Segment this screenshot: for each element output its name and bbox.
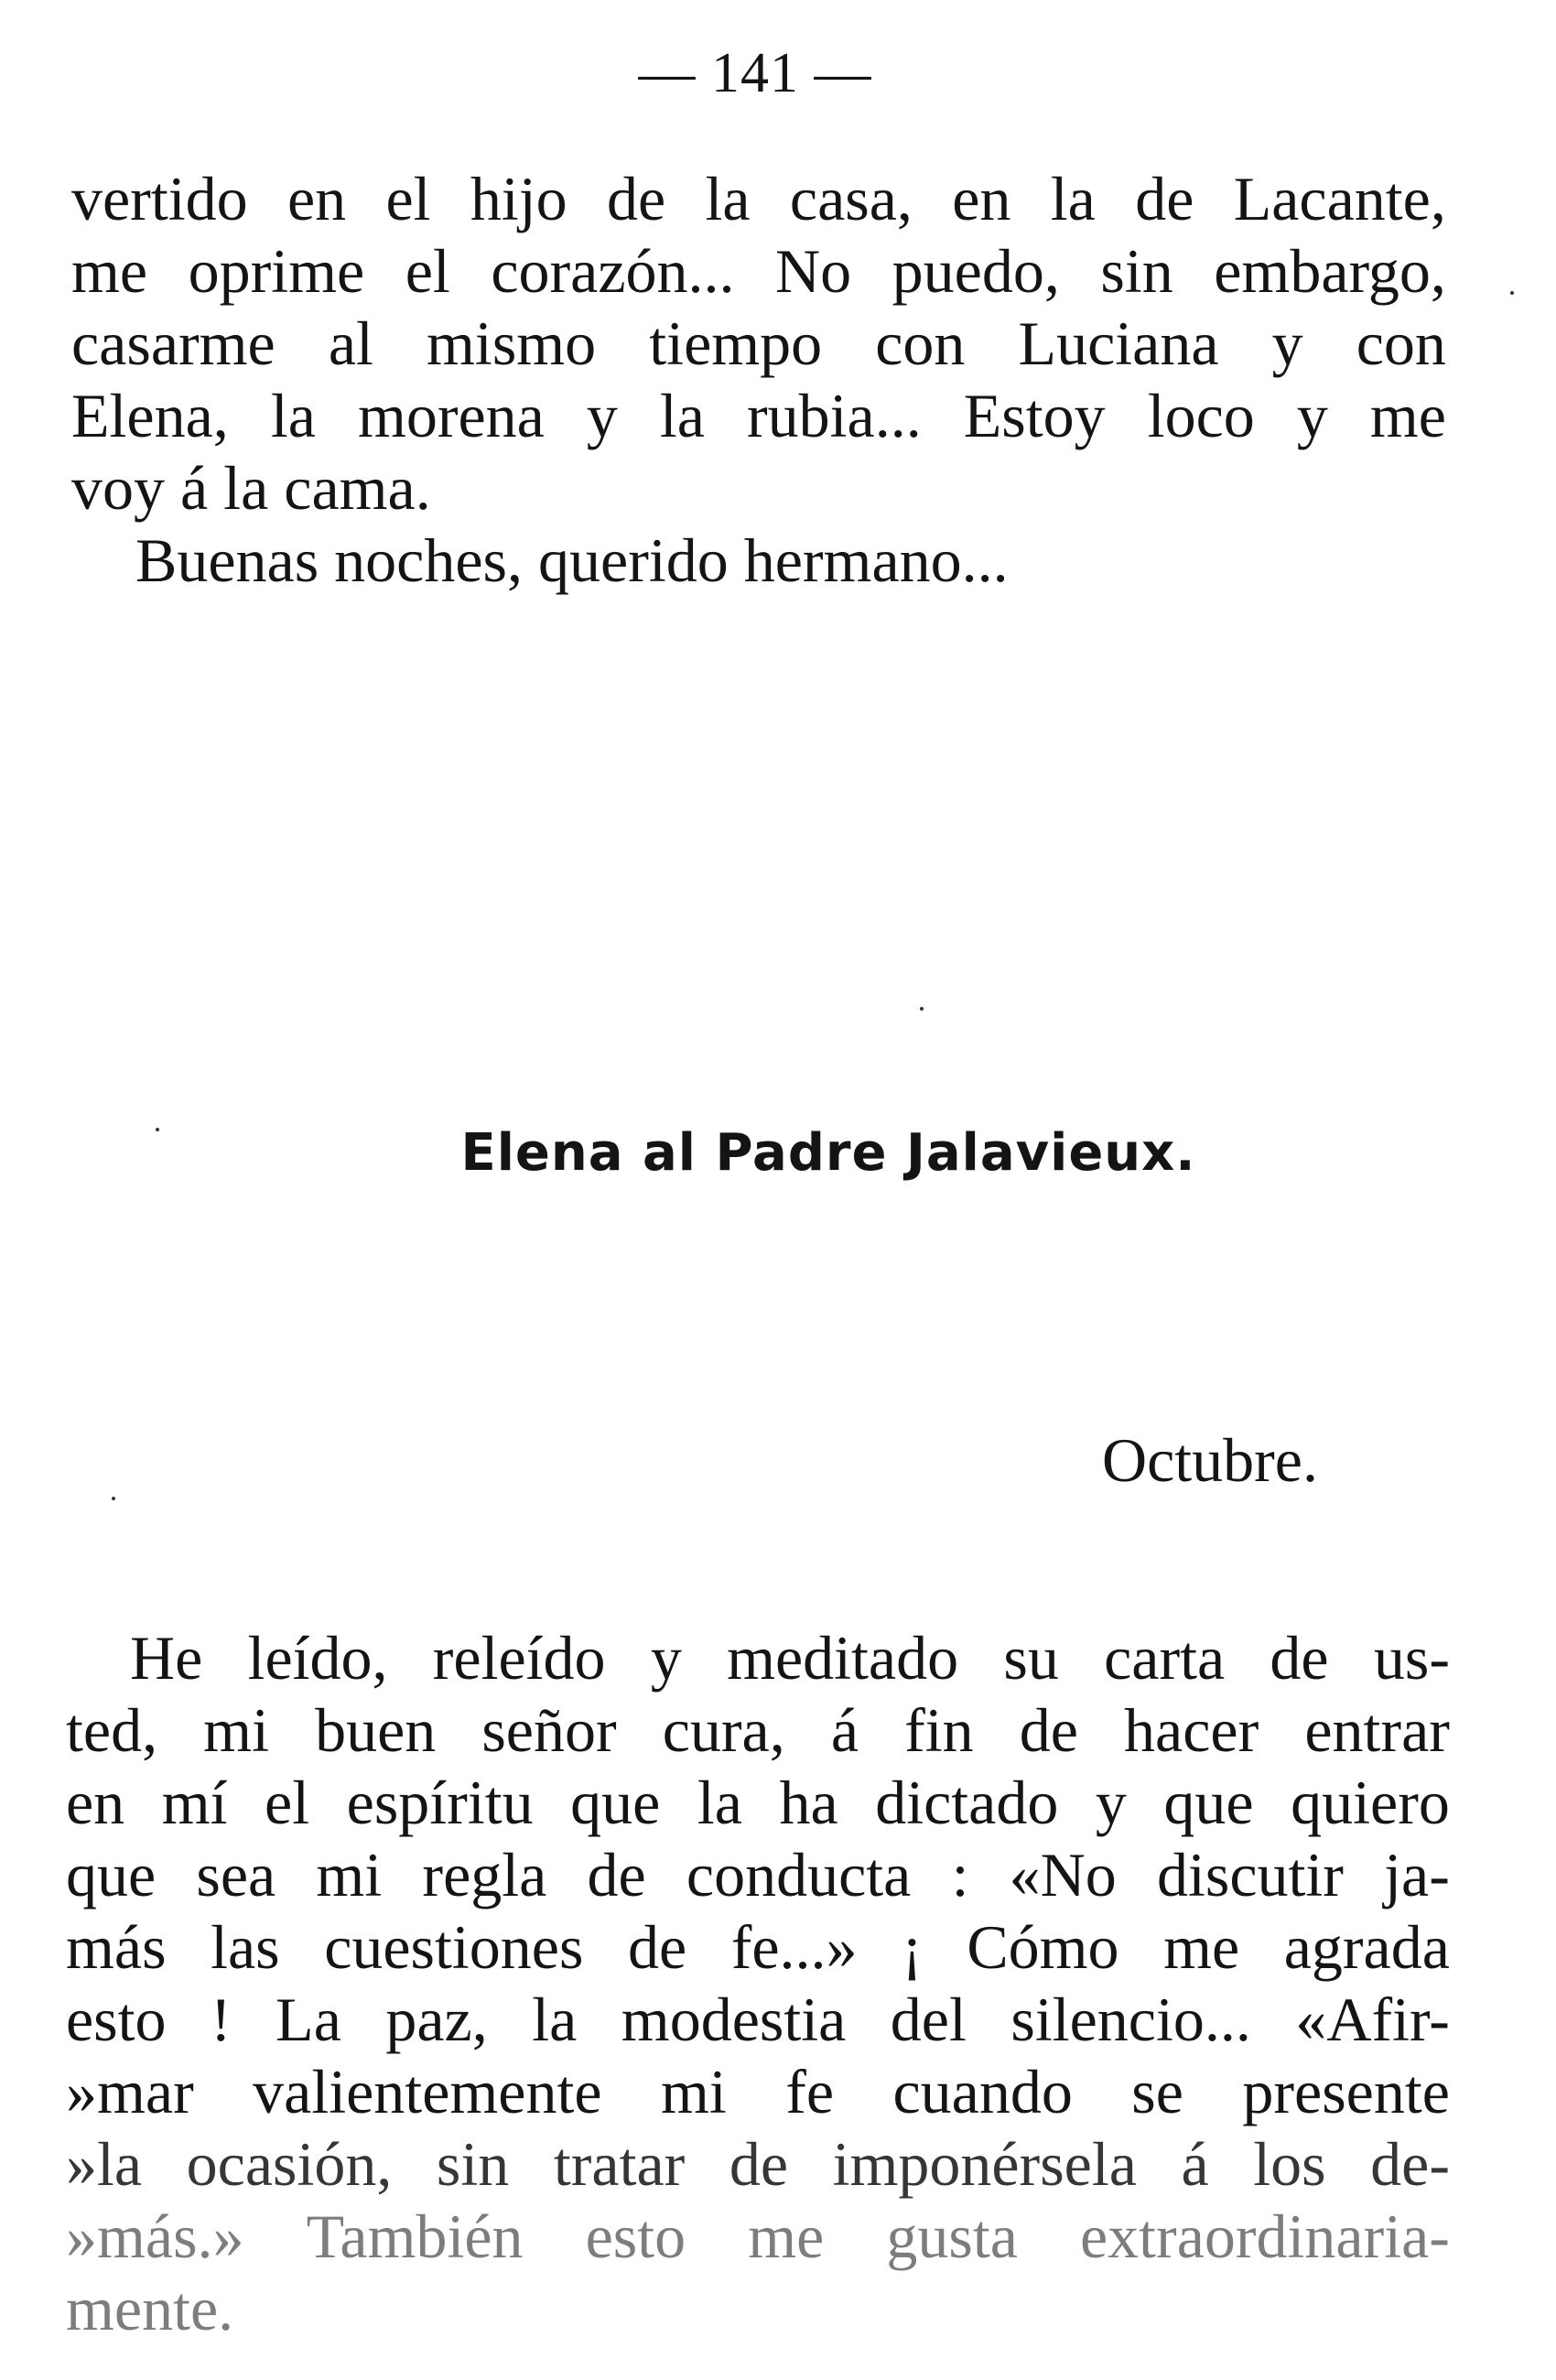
text-line: »la ocasión, sin tratar de imponérsela á los de- [66,2129,1450,2199]
text-line: »mar valientemente mi fe cuando se presente [66,2057,1450,2126]
text-line: vertido en el hijo de la casa, en la de Lacante, [71,164,1446,233]
closing-line: Buenas noches, querido hermano... [135,525,1009,595]
text-line: más las cuestiones de fe...» ¡ Cómo me agrada [66,1912,1450,1982]
text-line: He leído, releído y meditado su carta de us- [130,1623,1450,1693]
text-line: casarme al mismo tiempo con Luciana y con [71,308,1446,378]
text-line: me oprime el corazón... No puedo, sin embargo, [71,236,1446,306]
letter-date: Octubre. [1101,1425,1318,1495]
top-paragraph [71,163,1446,597]
print-speck [112,1497,115,1500]
print-speck [920,1007,924,1011]
text-line: »más.» También esto me gusta extraordinaria- [66,2202,1450,2271]
page-number: — 141 — [638,42,872,104]
text-line: esto ! La paz, la modestia del silencio... «Afir- [66,1985,1450,2054]
text-line: ted, mi buen señor cura, á fin de hacer entrar [66,1695,1450,1765]
text-line: mente. [66,2274,234,2343]
letter-body [66,1622,1450,2345]
print-speck [156,1128,159,1131]
text-line: Elena, la morena y la rubia... Estoy loco y me [71,381,1446,450]
text-line: en mí el espíritu que la ha dictado y que quiero [66,1768,1450,1837]
text-line: que sea mi regla de conducta : «No discutir ja- [66,1840,1450,1909]
print-speck [1510,291,1514,295]
letter-heading: Elena al Padre Jalavieux. [460,1123,1196,1183]
text-line: voy á la cama. [71,453,431,523]
